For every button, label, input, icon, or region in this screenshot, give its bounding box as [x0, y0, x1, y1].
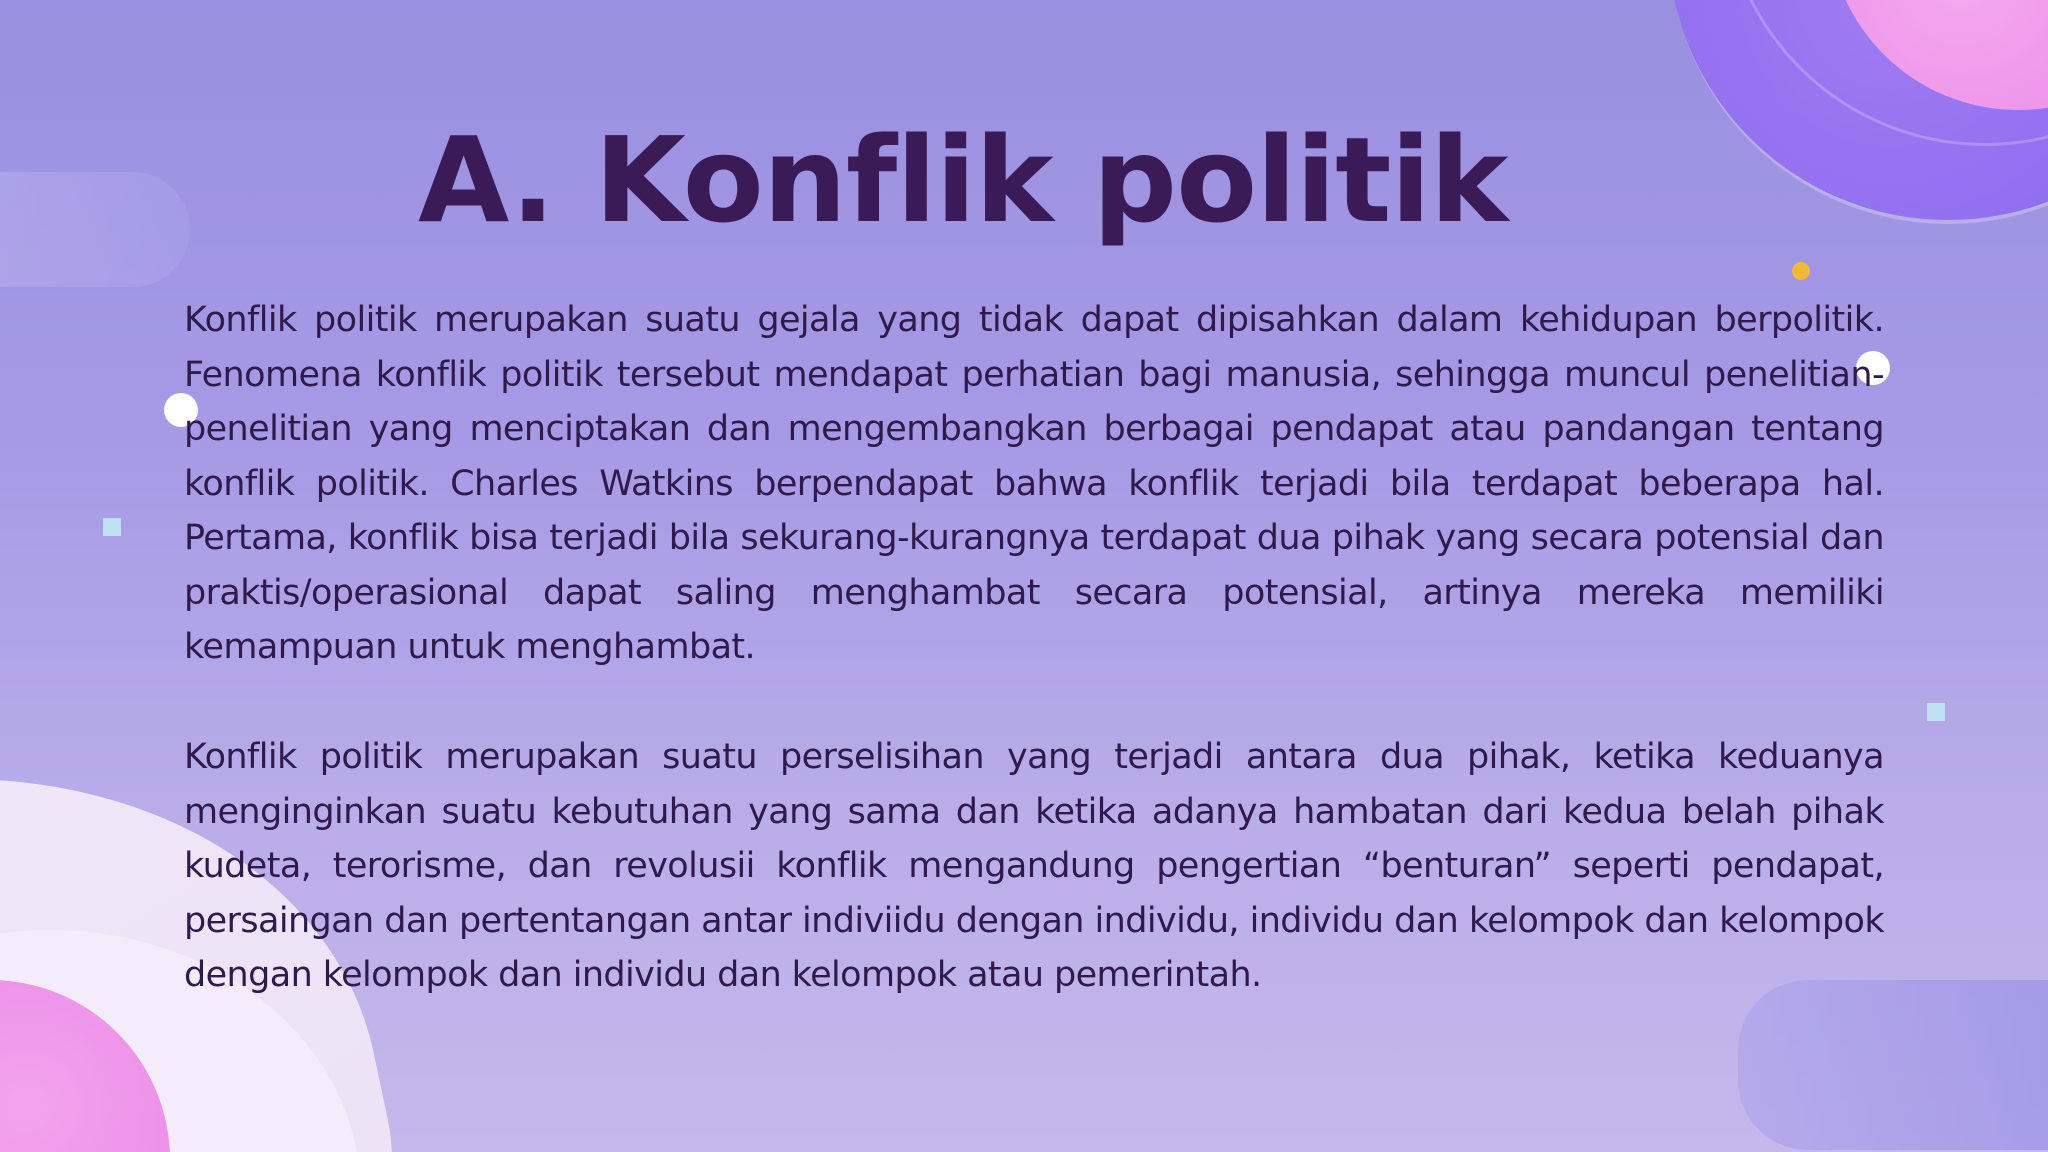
decorative-pill-bottom-right — [1738, 980, 2048, 1150]
decorative-dot-yellow — [1792, 262, 1810, 280]
body-paragraph: Konflik politik merupakan suatu gejala yang tidak dapat dipisahkan dalam kehidupan berpolitik. Fenomena konflik politik tersebut mendapat perhatian bagi manusia, sehingga muncul penelitian-penelitian yang menciptakan dan mengembangkan berbagai pendapat atau pandangan tentang konflik politik. Charles Watkins berpendapat bahwa konflik terjadi bila terdapat beberapa hal. Pertama, konflik bisa terjadi bila sekurang-kurangnya terdapat dua pihak yang secara potensial dan praktis/operasional dapat saling menghambat secara potensial, artinya mereka memiliki kemampuan untuk menghambat. — [184, 300, 1884, 667]
decorative-square — [103, 518, 121, 536]
body-paragraph: Konflik politik merupakan suatu perselisihan yang terjadi antara dua pihak, ketika keduanya menginginkan suatu kebutuhan yang sama dan ketika adanya hambatan dari kedua belah pihak kudeta, terorisme, dan revolusii konflik mengandung pengertian “benturan” seperti pendapat, persaingan dan pertentangan antar indiviidu dengan individu, individu dan kelompok dan kelompok dengan kelompok dan individu dan kelompok atau pemerintah. — [184, 737, 1884, 995]
slide-title: A. Konflik politik — [418, 111, 1508, 249]
decorative-pill-left — [0, 172, 190, 287]
decorative-square — [1927, 703, 1945, 721]
